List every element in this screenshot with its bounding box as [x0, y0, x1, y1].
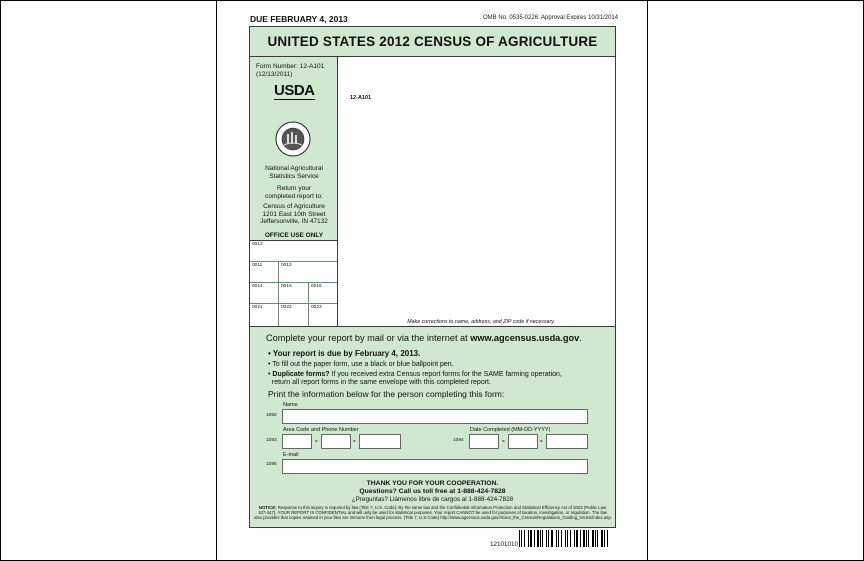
census-website-link[interactable]: www.agcensus.usda.gov	[470, 333, 580, 343]
form-number-text: Form Number: 12-A101	[256, 63, 325, 70]
office-cell: 0022	[279, 304, 309, 328]
barcode-bar	[607, 530, 608, 547]
barcode-bar	[530, 530, 532, 547]
agency-line-1: National Agricultural	[265, 165, 323, 172]
return-line-1: Return your	[277, 185, 311, 192]
usda-logo: USDA	[274, 82, 315, 99]
address-line-3: Jeffersonville, IN 47132	[260, 218, 328, 225]
due-date: DUE FEBRUARY 4, 2013	[250, 14, 348, 24]
email-label: E-mail	[283, 452, 299, 458]
return-line-2: completed report to:	[265, 192, 323, 200]
phone-prefix-field[interactable]	[321, 434, 351, 449]
agency-name	[250, 165, 338, 180]
duplicate-text-2: return all report forms in the same envelope with this completed report.	[271, 379, 491, 386]
mailing-label-box	[337, 56, 616, 328]
barcode-number: 12101010	[490, 541, 519, 548]
office-use-heading: OFFICE USE ONLY	[264, 232, 324, 239]
office-cell: 0023	[311, 305, 322, 310]
phone-line-field[interactable]	[359, 434, 401, 449]
office-cell: 0016	[309, 283, 338, 304]
date-code: 1094	[453, 438, 464, 443]
label-code: 12-A101	[350, 95, 372, 101]
census-form-page	[218, 2, 646, 558]
print-info-heading: Print the information below for the person completing this form:	[268, 389, 505, 399]
bullet-pen-text: To fill out the paper form, use a black or blue ballpoint pen.	[272, 361, 454, 368]
barcode-bar	[540, 530, 541, 547]
return-address	[250, 203, 338, 226]
barcode-bar	[558, 530, 559, 547]
office-cell: 0013	[250, 241, 338, 262]
date-month-field[interactable]	[469, 434, 499, 449]
barcode-bar	[565, 530, 566, 547]
legal-notice	[254, 505, 611, 520]
date-label: Date Completed (MM-DD-YYYY)	[470, 427, 551, 433]
phone-label: Area Code and Phone Number	[283, 427, 359, 433]
barcode-bar	[561, 530, 562, 547]
address-line-1: Census of Agriculture	[263, 203, 325, 210]
barcode-bar	[570, 530, 571, 547]
bullet-due: • Your report is due by February 4, 2013.	[268, 349, 421, 358]
barcode-bar	[588, 530, 589, 547]
notice-label: NOTICE:	[258, 505, 277, 510]
return-instruction	[250, 185, 338, 200]
address-line-2: 1201 East 10th Street	[262, 210, 326, 218]
bullet-due-text: Your report is due by February 4, 2013.	[272, 349, 421, 358]
email-code: 1095	[266, 462, 277, 467]
barcode-bar	[576, 530, 578, 547]
barcode-bar	[583, 530, 584, 547]
phone-dash: -	[353, 436, 356, 445]
date-dash: -	[540, 436, 543, 445]
barcode-bar	[551, 530, 553, 547]
right-divider	[647, 0, 648, 561]
left-divider	[216, 0, 217, 561]
name-field[interactable]	[282, 409, 588, 424]
bullet-duplicate: • Duplicate forms? If you received extra Census report forms for the SAME farming operation, return all report forms in the same envelope with this completed report.	[268, 371, 562, 386]
barcode-bar	[586, 530, 587, 547]
barcode-bar	[537, 530, 538, 547]
phone-dash: -	[315, 436, 318, 445]
date-day-field[interactable]	[508, 434, 538, 449]
spanish-text: ¿Preguntas? Llámenos libre de cargos al 1-888-424-7828	[351, 496, 514, 503]
phone-area-code-field[interactable]	[282, 434, 312, 449]
barcode-bar	[592, 530, 593, 547]
office-cell: 0012	[279, 262, 338, 283]
omb-number: OMB No. 0535-0226: Approval Expires 10/31/2014	[483, 15, 619, 21]
barcode-bar	[548, 530, 549, 547]
barcode-bar	[542, 530, 543, 547]
thanks-text: THANK YOU FOR YOUR COOPERATION.	[366, 480, 499, 487]
agriculture-counts-seal-icon	[275, 121, 311, 157]
respondent-section	[249, 326, 616, 528]
form-date: (12/13/2011)	[256, 71, 293, 78]
barcode-bar	[567, 530, 568, 547]
bullet-pen: • To fill out the paper form, use a black or blue ballpoint pen.	[268, 361, 454, 368]
form-number	[256, 63, 324, 79]
office-cell: 0021	[250, 304, 279, 328]
office-cell: 0011	[250, 262, 279, 283]
complete-text: Complete your report by mail or via the internet at	[266, 333, 471, 343]
corrections-note: Make corrections to name, address, and ZIP code if necessary.	[407, 319, 555, 325]
form-title: UNITED STATES 2012 CENSUS OF AGRICULTURE	[267, 34, 598, 49]
email-field[interactable]	[282, 459, 588, 474]
barcode-bar	[601, 530, 603, 547]
barcode-bar	[534, 530, 535, 547]
barcode-bar	[574, 530, 575, 547]
office-cell: 0014	[250, 283, 279, 304]
date-dash: -	[502, 436, 505, 445]
date-year-field[interactable]	[546, 434, 588, 449]
barcode-bar	[519, 530, 520, 547]
title-banner	[249, 26, 616, 57]
barcode-bar	[580, 530, 581, 547]
left-info-panel	[249, 56, 339, 328]
barcode-bar	[597, 530, 598, 547]
agency-line-2: Statistics Service	[269, 172, 319, 180]
complete-instruction	[266, 333, 582, 343]
phone-code: 1093	[266, 438, 277, 443]
duplicate-heading: Duplicate forms?	[272, 371, 330, 378]
name-code: 1092	[266, 413, 277, 418]
barcode-icon	[519, 530, 611, 547]
duplicate-text: If you received extra Census report forms for the SAME farming operation,	[329, 371, 562, 378]
barcode-bar	[546, 530, 547, 547]
questions-text: Questions? Call us toll free at 1-888-424-7828	[359, 488, 506, 495]
office-cell: 0015	[279, 283, 309, 304]
barcode-bar	[556, 530, 557, 547]
name-label: Name	[283, 402, 298, 408]
barcode-bar	[595, 530, 596, 547]
barcode-bar	[528, 530, 529, 547]
barcode-bar	[604, 530, 605, 547]
barcode-bar	[524, 530, 525, 547]
office-use-grid	[250, 240, 338, 328]
barcode-bar	[521, 530, 522, 547]
complete-period: .	[579, 333, 582, 343]
notice-text: Response to this inquiry is required by law (Title 7, U.S. Code). By the same law and the Confidential Information Protection and Statistical Efficiency Act of 2002 (Public Law 107-347), YOUR REPORT IS CONFIDENTIAL and will only be used for statistical purposes. Your report CANNOT be used for purposes of taxation, investigation, or regulation. The law also provides that copies retained in your files are immune from legal process. (Title 7, U.S.Code) http://www.agcensus.usda.gov/About_the_Census/Regulations_Guiding_NASS/index.asp	[254, 505, 611, 520]
